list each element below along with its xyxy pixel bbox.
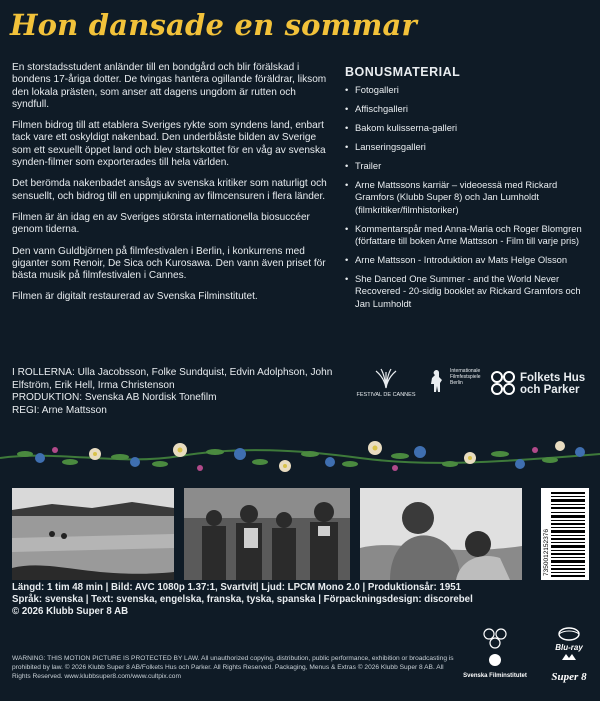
bonus-list — [345, 84, 590, 310]
synopsis-paragraph: Filmen är digitalt restaurerad av Svenska Filminstitutet. — [12, 291, 258, 303]
berlinale-logo — [427, 368, 487, 394]
flower-mark-icon — [490, 370, 516, 396]
svenska-filminstitutet-logo — [463, 629, 527, 679]
still-couple — [360, 488, 522, 580]
barcode-number: 7350012152376 — [543, 529, 550, 576]
director-credit: REGI: Arne Mattsson — [12, 404, 107, 416]
synopsis-paragraph: Det berömda nakenbadet ansågs av svenska kritiker som naturligt och sensuellt, och bidrog till en uppmjukning av filmcensuren i flera länder. — [12, 178, 327, 202]
bonus-item: • Trailer — [345, 160, 590, 172]
bonus-item: • Arne Mattssons karriär – videoessä med Rickard Gramfors (Klubb Super 8) och Jan Lumholdt (filmkritiker/filmhistoriker) — [345, 179, 590, 216]
synopsis-paragraph: Den vann Guldbjörnen på filmfestivalen i Berlin, i konkurrens med giganter som Renoir, De Sica och Kurosawa. Den vann även priset för bästa musik på filmfestivalen i Cannes. — [12, 245, 326, 282]
cannes-logo — [355, 368, 417, 398]
bonus-heading: BONUSMATERIAL — [345, 65, 461, 79]
folkets-hus-label: Folkets Hus och Parker — [520, 372, 586, 396]
film-stills — [12, 488, 522, 580]
production-credit: PRODUKTION: Svenska AB Nordisk Tonefilm — [12, 392, 217, 404]
synopsis-paragraph: Filmen bidrog till att etablera Sveriges rykte som syndens land, enbart tack vare ett oskyldigt nakenbad. Den underblåste bilden av Sverige som ett sexuellt öppet land och blev startskottet för en våg av svenska synden-filmer som exporterades till hela världen. — [12, 120, 326, 169]
cannes-label: FESTIVAL DE CANNES — [356, 392, 416, 398]
svenska-label: Svenska Filminstitutet — [463, 673, 527, 679]
flower-garland — [0, 424, 600, 486]
bonus-item: • Lanseringsgalleri — [345, 141, 590, 153]
tech-line: Språk: svenska | Text: svenska, engelska, franska, tyska, spanska | Förpackningsdesign: discorebel — [12, 594, 473, 606]
festival-logos — [355, 366, 595, 406]
bluray-logo — [555, 628, 583, 652]
bluray-label: Blu-ray — [555, 643, 583, 652]
film-title: Hon dansade en sommar — [10, 8, 417, 42]
synopsis-paragraph: En storstadsstudent anländer till en bondgård och blir förälskad i bondens 17-åriga dotter. De tvingas hantera ogillande föräldrar, liksom den lokala prästen, som anser att dagens ungdom är rutten och syndfull. — [12, 62, 327, 110]
tech-line: Längd: 1 tim 48 min | Bild: AVC 1080p 1.37:1, Svartvit| Ljud: LPCM Mono 2.0 | Produktionsår: 1951 — [12, 582, 462, 593]
barcode-icon — [541, 488, 589, 580]
still-crowd — [184, 488, 350, 580]
berlinale-label: Internationale Filmfestspiele Berlin — [450, 368, 481, 386]
bonus-item: • Arne Mattsson - Introduktion av Mats Helge Olsson — [345, 254, 590, 266]
bear-icon — [427, 368, 447, 394]
synopsis-paragraph: Filmen är än idag en av Sveriges största internationella biosuccéer genom tiderna. — [12, 211, 310, 236]
super8-label: Super 8 — [551, 671, 587, 683]
palm-icon — [366, 368, 406, 390]
bonus-item: • Affischgalleri — [345, 103, 590, 115]
technical-specs — [12, 582, 597, 619]
bonus-material — [345, 66, 590, 317]
copyright: © 2026 Klubb Super 8 AB — [12, 606, 129, 618]
cast-credit: I ROLLERNA: Ulla Jacobsson, Folke Sundquist, Edvin Adolphson, John Elfström, Erik Hell, Irma Christenson — [12, 367, 333, 391]
barcode — [541, 488, 589, 580]
synopsis — [12, 62, 334, 313]
bonus-item: • Kommentarspår med Anna-Maria och Roger Blomgren (författare till boken Arne Mattsson - Film till varje pris) — [345, 223, 590, 248]
bonus-item: • Fotogalleri — [345, 84, 590, 96]
bonus-item: • Bakom kulisserna-galleri — [345, 122, 590, 134]
bonus-item: • She Danced One Summer - and the World Never Recovered - 20-sidig booklet av Rickard Gramfors och Jan Lumholdt — [345, 273, 590, 310]
corner-logos — [463, 624, 594, 696]
still-lake — [12, 488, 174, 580]
super8-logo — [551, 654, 587, 683]
legal-notice: WARNING: THIS MOTION PICTURE IS PROTECTED BY LAW. All unauthorized copying, distribution, public performance, exhibition or broadcasting is prohibited by law. © 2026 Klubb Super 8 AB/Folkets Hus och Parker. All Rights Reserved. Packaging, Menus & Extras © 2026 Klubb Super 8 AB. All Rights Reserved. www.klubbsuper8.com/www.cultpix.com — [12, 655, 454, 680]
credits — [12, 367, 342, 417]
